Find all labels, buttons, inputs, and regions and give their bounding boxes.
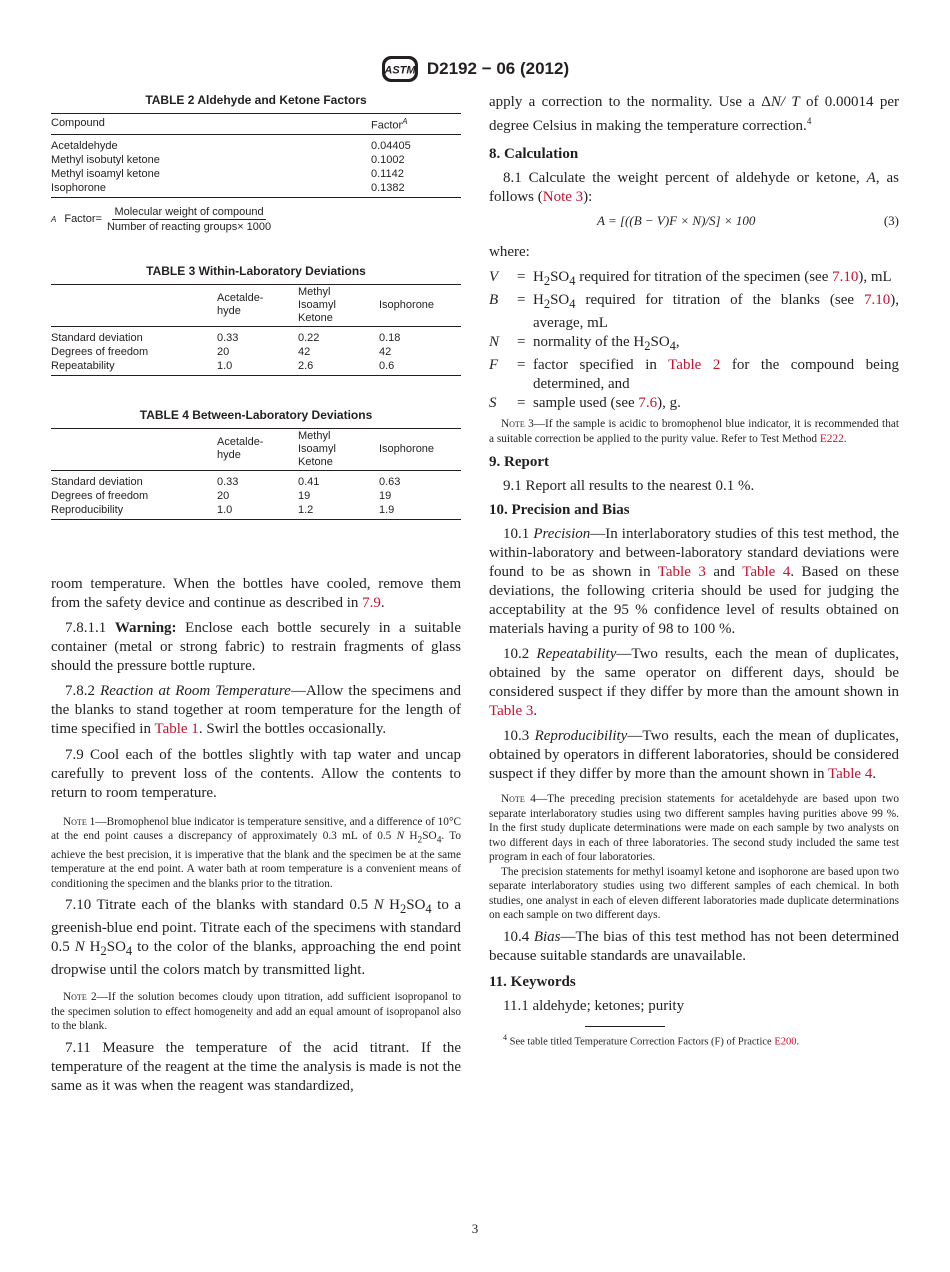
paragraph-10-1: 10.1 Precision—In interlaboratory studies of this test method, the within-laboratory and between-laboratory standard deviations were found to be as shown in Table 3 and Table 4. Based on these deviations, the following criteria should be used for judging the acceptability at the 95 % confidence level of results obtained on materials having a purity of 98 to 100 %. (489, 526, 900, 637)
link-7-10[interactable]: 7.10 (864, 292, 891, 308)
paragraph-7-9: 7.9 Cool each of the bottles slightly with tap water and uncap carefully to prevent loss of the contents. Allow the contents to return to room temperature. (51, 746, 461, 801)
section-9-heading: 9. Report (489, 454, 549, 470)
link-note-3[interactable]: Note 3 (542, 189, 584, 205)
table-row: Methyl isobutyl ketone 0.1002 (51, 153, 405, 166)
table-2-footnote-formula: A Factor = $\frac{\text{Molecular weight of compound}}{\text{Number of reacting groups× 1000}}$ (51, 205, 272, 233)
link-7-9[interactable]: 7.9 (362, 594, 381, 611)
equation-3 (489, 213, 899, 229)
right-column (489, 93, 899, 1049)
paragraph-10-4: 10.4 Bias—The bias of this test method has not been determined because suitable standards are unavailable. (489, 928, 900, 964)
link-table-2[interactable]: Table 2 (668, 357, 721, 373)
logo-text: ASTM (384, 64, 416, 77)
table-4 (51, 428, 461, 520)
paragraph-7-8-1-cont: room temperature. When the bottles have cooled, remove them from the safety device and continue as described in 7.9. (51, 575, 461, 611)
paragraph-9-1: 9.1 Report all results to the nearest 0.1 %. (503, 478, 755, 494)
paragraph-10-2: 10.2 Repeatability—Two results, each the mean of duplicates, obtained by the same operator on different days, should be considered suspect if they differ by more than the amount shown in Table 3. (489, 646, 900, 719)
page-number: 3 (471, 1221, 479, 1236)
variable-list (489, 268, 899, 413)
variable-row: F = factor specified in Table 2 for the compound being determined, and (489, 357, 899, 392)
note-3: Note 3—If the sample is acidic to bromophenol blue indicator, it is recommended that a suitable correction be applied to the purity value. Refer to Test Method E222. (489, 418, 899, 445)
table-row: Standard deviation 0.33 0.22 0.18 (51, 331, 401, 344)
footnote-4: $^4$ See table titled Temperature Correction Factors (F) of Practice E200. (503, 1032, 800, 1047)
table-row: Degrees of freedom 20 42 42 (51, 345, 392, 358)
variable-row: B = $H_2SO_4$ required for titration of the blanks (see 7.10), average, mL (489, 292, 899, 331)
formula-numerator: Molecular weight of compound (114, 205, 264, 218)
column-header-factor: Factor$^A$ (371, 117, 408, 132)
link-table-3[interactable]: Table 3 (657, 564, 706, 580)
formula-denominator: Number of reacting groups× 1000 (106, 220, 272, 233)
table-2-block (51, 93, 461, 233)
table-row: Methyl isoamyl ketone 0.1142 (51, 167, 404, 180)
equation-expression: A = [((B − V)F × N)/S] × 100 (597, 213, 756, 228)
paragraph-7-8-2: 7.8.2 Reaction at Room Temperature—Allow the specimens and the blanks to stand together at room temperature for the length of time specified in Table 1. Swirl the bottles occasionally. (51, 682, 462, 737)
table-3-title: TABLE 3 Within-Laboratory Deviations (146, 263, 366, 278)
note-1: Note 1—Bromophenol blue indicator is temperature sensitive, and a difference of 10°C at the end point causes a discrepancy of approximately 0.3 mL of 0.5 N $H_2SO_4$. To achieve the best precision, it is imperative that the blank and the specimen be at the same temperature at the end point. A water bath at room temperature is a convenient means of conditioning the specimen and the blanks prior to the titration. (51, 815, 462, 890)
table-header-row (51, 114, 461, 135)
note-4-continued: The precision statements for methyl isoamyl ketone and isophorone are based upon two separate interlaboratory studies using two different samples of each chemical. In both studies, one analyst in each of eleven different laboratories made duplicate determinations on each sample on two different days. (489, 865, 899, 921)
paragraph-8-1: 8.1 Calculate the weight percent of aldehyde or ketone, A, as follows (Note 3): (489, 170, 899, 205)
note-4: Note 4—The preceding precision statements for acetaldehyde are based upon two separate interlaboratory studies using two different samples having purities above 99 %. In the first study duplicate determinations were made on each sample by two analysts on two different days in each of three laboratories. The second study included the same test program in each of four laboratories. (489, 793, 899, 863)
astm-logo-icon (381, 55, 419, 83)
table-row: Reproducibility 1.0 1.2 1.9 (51, 503, 461, 520)
table-2-title: TABLE 2 Aldehyde and Ketone Factors (145, 93, 367, 107)
page-header (0, 55, 950, 85)
paragraph-7-11-cont: apply a correction to the normality. Use a ΔN/ T of 0.00014 per degree Celsius in making the temperature correction.$^4$ (489, 94, 899, 134)
link-table-4[interactable]: Table 4 (742, 564, 791, 580)
left-column (51, 93, 461, 1102)
link-e222[interactable]: E222 (819, 432, 844, 445)
footnote-divider (585, 1026, 665, 1027)
table-4-block (51, 408, 461, 520)
table-2 (51, 113, 461, 198)
link-table-1[interactable]: Table 1 (154, 720, 199, 737)
table-row: Isophorone 0.1382 (51, 181, 461, 198)
variable-row: V = $H_2SO_4$ required for titration of the specimen (see 7.10), mL (489, 269, 892, 288)
table-3-block (51, 264, 461, 376)
link-7-6[interactable]: 7.6 (638, 395, 658, 411)
section-10-heading: 10. Precision and Bias (489, 502, 630, 518)
where-label: where: (489, 244, 530, 260)
left-body-text (51, 575, 461, 1096)
link-table-3[interactable]: Table 3 (489, 703, 534, 719)
section-8-heading: 8. Calculation (489, 146, 579, 162)
column-header: Compound (51, 117, 105, 130)
table-header-row: Acetalde- hyde Methyl Isoamyl Ketone Isophorone (51, 428, 461, 470)
paragraph-11-1: 11.1 aldehyde; ketones; purity (503, 997, 685, 1014)
paragraph-7-8-1-1: 7.8.1.1 Warning: Enclose each bottle securely in a suitable container (metal or strong fabric) to restrain fragments of glass should the pressure bottle rupture. (51, 619, 461, 674)
paragraph-7-11: 7.11 Measure the temperature of the acid titrant. If the temperature of the reagent at the time the analysis is made is not the same as it was when the reagent was standardized, (51, 1039, 461, 1094)
table-row: Acetaldehyde 0.04405 (51, 139, 411, 152)
variable-row: N = normality of the $H_2SO_4$, (489, 334, 680, 353)
equation-number: (3) (883, 213, 899, 228)
table-row: Repeatability 1.0 2.6 0.6 (51, 359, 461, 376)
note-2: Note 2—If the solution becomes cloudy upon titration, add sufficient isopropanol to the specimen solution to effect homogeneity and add an equal amount of isopropanol also to the blank. (51, 991, 461, 1033)
document-id: D2192 − 06 (2012) (426, 59, 570, 78)
link-7-10[interactable]: 7.10 (832, 269, 859, 285)
paragraph-7-10: 7.10 Titrate each of the blanks with standard 0.5 N $H_2SO_4$ to a greenish-blue end point. Titrate each of the specimens with standard 0.5 N $H_2SO_4$ to the color of the blanks, approaching the end point dropwise until the colors match by transmitted light. (51, 897, 462, 979)
variable-row: S = sample used (see 7.6), g. (489, 395, 681, 411)
table-4-title: TABLE 4 Between-Laboratory Deviations (139, 407, 373, 422)
table-3 (51, 284, 461, 376)
table-row: Standard deviation 0.33 0.41 0.63 (51, 475, 401, 488)
table-row: Degrees of freedom 20 19 19 (51, 489, 392, 502)
link-e200[interactable]: E200 (774, 1036, 797, 1047)
section-11-heading: 11. Keywords (489, 973, 576, 990)
table-header-row: Acetalde- hyde Methyl Isoamyl Ketone Isophorone (51, 284, 461, 326)
paragraph-10-3: 10.3 Reproducibility—Two results, each the mean of duplicates, obtained by operators in different laboratories, should be considered suspect if they differ by more than the amount shown in Table 4. (489, 728, 899, 782)
link-table-4[interactable]: Table 4 (827, 766, 873, 782)
